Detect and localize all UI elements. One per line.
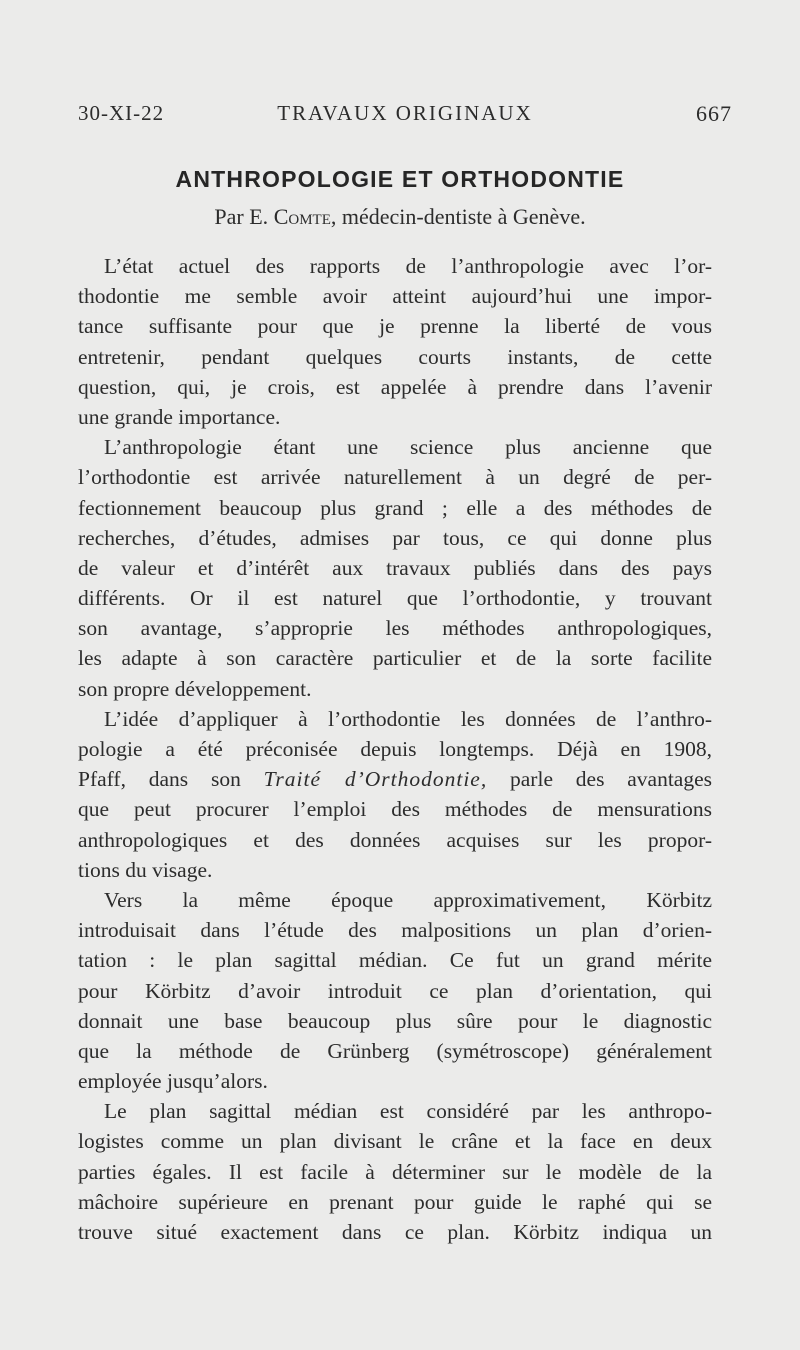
text-line: tance suffisante pour que je prenne la liberté de vous <box>78 314 712 339</box>
text-line: Vers la même époque approximativement, Körbitz <box>104 887 712 912</box>
text-line: l’orthodontie est arrivée naturellement à un degré de per- <box>78 465 712 490</box>
text-line: parties égales. Il est facile à déterminer sur le modèle de la <box>78 1159 712 1184</box>
running-head <box>78 101 732 131</box>
header-date: 30-XI-22 <box>78 101 165 125</box>
text-line: que la méthode de Grünberg (symétroscope) généralement <box>78 1038 712 1063</box>
text-line: de valeur et d’intérêt aux travaux publiés dans des pays <box>78 555 712 580</box>
article-byline <box>0 204 800 230</box>
text-line: introduisait dans l’étude des malpositions un plan d’orien- <box>78 918 712 943</box>
author-name: Comte <box>273 204 331 229</box>
page-number: 667 <box>696 101 732 126</box>
text-segment: parle des avantages <box>487 767 712 792</box>
text-line: L’idée d’appliquer à l’orthodontie les données de l’anthro- <box>104 706 712 731</box>
text-line: L’anthropologie étant une science plus ancienne que <box>104 435 712 460</box>
text-line: trouve situé exactement dans ce plan. Körbitz indiqua un <box>78 1220 712 1244</box>
text-line: Le plan sagittal médian est considéré par les anthropo- <box>104 1099 712 1124</box>
text-line: fectionnement beaucoup plus grand ; elle a des méthodes de <box>78 495 712 520</box>
text-line: donnait une base beaucoup plus sûre pour le diagnostic <box>78 1008 712 1033</box>
text-line: question, qui, je crois, est appelée à prendre dans l’avenir <box>78 374 712 399</box>
text-line: entretenir, pendant quelques courts instants, de cette <box>78 344 712 369</box>
text-line: différents. Or il est naturel que l’orthodontie, y trouvant <box>78 586 712 611</box>
text-line: anthropologiques et des données acquises sur les propor- <box>78 827 712 852</box>
article-body <box>78 251 712 1247</box>
article-title: ANTHROPOLOGIE ET ORTHODONTIE <box>175 166 625 192</box>
text-line: pologie a été préconisée depuis longtemps. Déjà en 1908, <box>78 737 712 761</box>
byline-prefix: Par E. <box>214 204 274 229</box>
text-line: tions du visage. <box>78 857 213 882</box>
text-line: pour Körbitz d’avoir introduit ce plan d’orientation, qui <box>78 978 712 1003</box>
byline-suffix: , médecin-dentiste à Genève. <box>330 204 586 229</box>
text-line: les adapte à son caractère particulier et de la sorte facilite <box>78 646 712 671</box>
text-line: son propre développement. <box>78 676 312 701</box>
text-line: recherches, d’études, admises par tous, ce qui donne plus <box>78 525 712 550</box>
text-line: L’état actuel des rapports de l’anthropologie avec l’or- <box>104 254 712 278</box>
text-segment: Pfaff, dans son <box>78 767 264 792</box>
text-line: employée jusqu’alors. <box>78 1069 268 1094</box>
text-line: son avantage, s’approprie les méthodes anthropologiques, <box>78 616 712 641</box>
header-section: TRAVAUX ORIGINAUX <box>277 101 533 125</box>
text-line: thodontie me semble avoir atteint aujourd’hui une impor- <box>78 284 712 309</box>
text-line: une grande importance. <box>78 404 281 429</box>
text-line: que peut procurer l’emploi des méthodes de mensurations <box>78 797 712 822</box>
book-title: Traité d’Orthodontie, <box>263 767 488 792</box>
text-line: mâchoire supérieure en prenant pour guide le raphé qui se <box>78 1189 712 1214</box>
text-line: tation : le plan sagittal médian. Ce fut un grand mérite <box>78 948 712 973</box>
text-line <box>78 764 712 794</box>
text-line: logistes comme un plan divisant le crâne et la face en deux <box>78 1129 712 1154</box>
